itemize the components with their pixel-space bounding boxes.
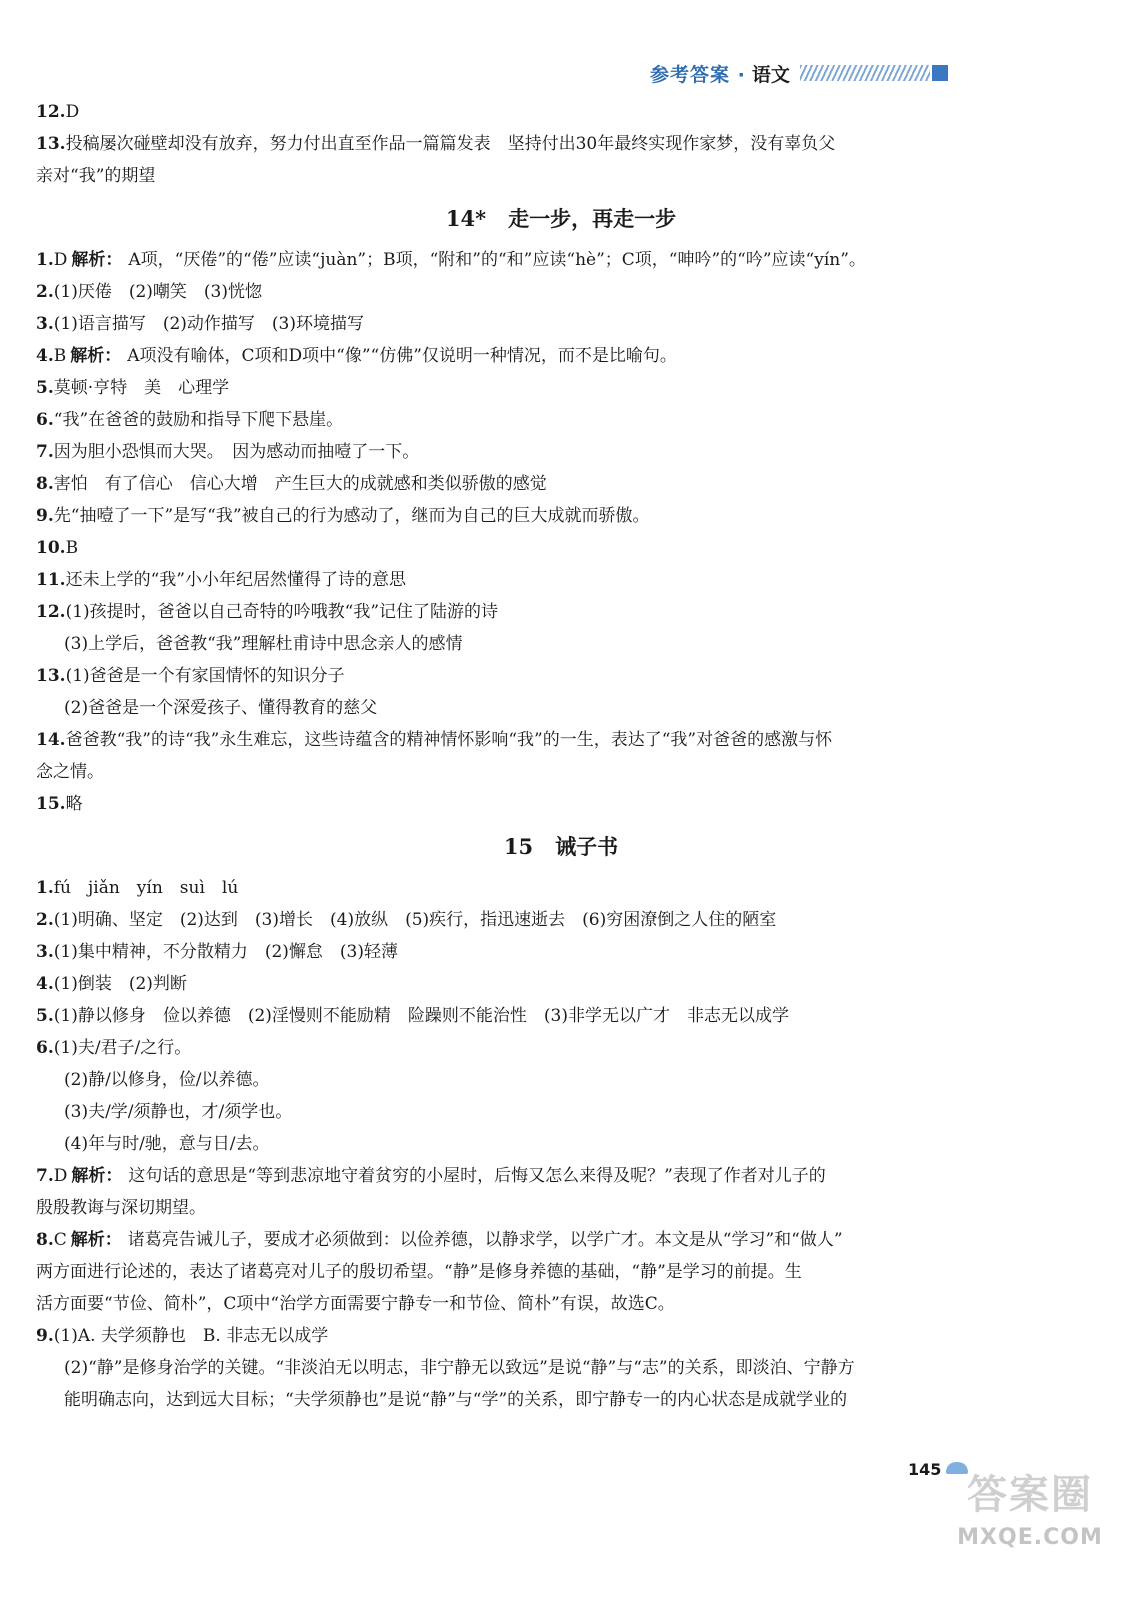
analysis-text: 这句话的意思是“等到悲凉地守着贫穷的小屋时，后悔又怎么来得及呢？”表现了作者对儿子的	[128, 1166, 826, 1186]
answer-number: 1.	[36, 878, 54, 898]
answer-text: fú jiǎn yín suì lú	[53, 878, 239, 898]
answer-line	[36, 1128, 1086, 1160]
answer-content	[36, 96, 1086, 1416]
answer-line	[36, 1032, 1086, 1064]
answer-line	[36, 1096, 1086, 1128]
answer-number: 3.	[36, 942, 54, 962]
answer-line	[36, 1160, 1086, 1192]
answer-text: D	[65, 102, 80, 122]
answer-text: (1)孩提时，爸爸以自己奇特的吟哦教“我”记住了陆游的诗	[65, 602, 499, 622]
answer-text: (1)集中精神，不分散精力 (2)懈怠 (3)轻薄	[53, 942, 398, 962]
answer-number: 3.	[36, 314, 54, 334]
header-title: 参考答案 ·	[650, 63, 746, 86]
answer-number: 12.	[36, 102, 66, 122]
analysis-text: 诸葛亮告诫儿子，要成才必须做到：以俭养德，以静求学，以学广才。本文是从“学习”和“做人”	[127, 1230, 843, 1250]
answer-text: (3)上学后，爸爸教“我”理解杜甫诗中思念亲人的感情	[64, 634, 463, 654]
answer-text: (2)静/以修身，俭/以养德。	[64, 1070, 270, 1090]
answer-number: 8.	[36, 1230, 54, 1250]
answer-line	[36, 756, 1086, 788]
answer-text: B	[65, 538, 79, 558]
answer-line	[36, 1320, 1086, 1352]
answer-text: (1)静以修身 俭以养德 (2)淫慢则不能励精 险躁则不能治性 (3)非学无以广才 非志无以成学	[53, 1006, 789, 1026]
answer-text: (1)A. 夫学须静也 B. 非志无以成学	[53, 1326, 329, 1346]
answer-text: 亲对“我”的期望	[36, 166, 156, 186]
answer-text: 两方面进行论述的，表达了诸葛亮对儿子的殷切希望。“静”是修身养德的基础，“静”是学习的前提。生	[36, 1262, 802, 1282]
answer-text: 殷殷教诲与深切期望。	[36, 1198, 206, 1218]
answer-line	[36, 276, 1086, 308]
answer-line	[36, 308, 1086, 340]
section-15-answers	[36, 872, 1086, 1416]
answer-text: 莫顿·亨特 美 心理学	[53, 378, 230, 398]
answer-text: 因为胆小恐惧而大哭。 因为感动而抽噎了一下。	[53, 442, 420, 462]
header-subject: 语文	[751, 63, 790, 86]
watermark-logo: 答案圈	[967, 1472, 1093, 1518]
answer-text: D	[53, 1166, 68, 1186]
answer-line	[36, 436, 1086, 468]
answer-line	[36, 1352, 1086, 1384]
answer-line	[36, 160, 1086, 192]
answer-line	[36, 372, 1086, 404]
answer-number: 13.	[36, 666, 66, 686]
page-header	[650, 60, 1000, 86]
answer-number: 12.	[36, 602, 66, 622]
answer-line	[36, 724, 1086, 756]
answer-number: 15.	[36, 794, 66, 814]
answer-text: (4)年与时/驰，意与日/去。	[64, 1134, 270, 1154]
answer-line	[36, 968, 1086, 1000]
answer-number: 6.	[36, 410, 54, 430]
answer-text: (2)“静”是修身治学的关键。“非淡泊无以明志，非宁静无以致远”是说“静”与“志”的关系，即淡泊、宁静方	[64, 1358, 855, 1378]
answer-text: (1)明确、坚定 (2)达到 (3)增长 (4)放纵 (5)疾行，指迅速逝去 (6)穷困潦倒之人住的陋室	[53, 910, 777, 930]
answer-text: (1)厌倦 (2)嘲笑 (3)恍惚	[53, 282, 262, 302]
analysis-text: A项没有喻体，C项和D项中“像”“仿佛”仅说明一种情况，而不是比喻句。	[127, 346, 677, 366]
answer-text: (3)夫/学/须静也，才/须学也。	[64, 1102, 293, 1122]
answer-number: 5.	[36, 378, 54, 398]
answer-text: 活方面要“节俭、简朴”，C项中“治学方面需要宁静专一和节俭、简朴”有误，故选C。	[36, 1294, 675, 1314]
header-stripes-decoration	[800, 65, 930, 81]
answer-line	[36, 628, 1086, 660]
analysis-label: 解析：	[70, 1230, 122, 1250]
answer-text: “我”在爸爸的鼓励和指导下爬下悬崖。	[53, 410, 344, 430]
answer-line	[36, 660, 1086, 692]
answer-number: 13.	[36, 134, 66, 154]
analysis-label: 解析：	[71, 250, 123, 270]
analysis-label: 解析：	[70, 346, 122, 366]
answer-text: 投稿屡次碰壁却没有放弃，努力付出直至作品一篇篇发表 坚持付出30年最终实现作家梦，没有辜负父	[65, 134, 836, 154]
watermark	[950, 1465, 1110, 1585]
answer-line	[36, 564, 1086, 596]
answer-line	[36, 1000, 1086, 1032]
section-14-title	[36, 200, 1086, 238]
answer-line	[36, 128, 1086, 160]
section-15-number: 15	[503, 834, 534, 859]
answer-line	[36, 1288, 1086, 1320]
answer-text: 能明确志向，达到远大目标；“夫学须静也”是说“静”与“学”的关系，即宁静专一的内心状态是成就学业的	[64, 1390, 848, 1410]
answer-line	[36, 1064, 1086, 1096]
answer-line	[36, 904, 1086, 936]
answer-text: C	[53, 1230, 67, 1250]
answer-number: 4.	[36, 346, 54, 366]
answer-line	[36, 340, 1086, 372]
answer-text: (1)语言描写 (2)动作描写 (3)环境描写	[53, 314, 364, 334]
watermark-url: MXQE.COM	[957, 1525, 1103, 1550]
answer-line	[36, 500, 1086, 532]
answer-number: 14.	[36, 730, 66, 750]
answer-number: 7.	[36, 1166, 54, 1186]
answer-number: 11.	[36, 570, 66, 590]
analysis-label: 解析：	[71, 1166, 123, 1186]
answer-text: 先“抽噎了一下”是写“我”被自己的行为感动了，继而为自己的巨大成就而骄傲。	[53, 506, 650, 526]
answer-line	[36, 872, 1086, 904]
answer-number: 7.	[36, 442, 54, 462]
answer-line	[36, 468, 1086, 500]
answer-text: (1)爸爸是一个有家国情怀的知识分子	[65, 666, 345, 686]
answer-number: 2.	[36, 282, 54, 302]
answer-number: 8.	[36, 474, 54, 494]
answer-line	[36, 596, 1086, 628]
answer-line	[36, 1256, 1086, 1288]
answer-text: 害怕 有了信心 信心大增 产生巨大的成就感和类似骄傲的感觉	[53, 474, 547, 494]
answer-line	[36, 1192, 1086, 1224]
section-14-number: 14*	[445, 206, 487, 231]
answer-number: 9.	[36, 506, 54, 526]
answer-text: B	[53, 346, 67, 366]
answer-number: 9.	[36, 1326, 54, 1346]
page-number: 145	[908, 1460, 942, 1479]
answer-line	[36, 244, 1086, 276]
answer-text: 还未上学的“我”小小年纪居然懂得了诗的意思	[65, 570, 406, 590]
answer-line	[36, 96, 1086, 128]
section-14-heading: 走一步，再走一步	[508, 206, 677, 231]
section-15-title	[36, 828, 1086, 866]
answer-number: 10.	[36, 538, 66, 558]
answer-number: 6.	[36, 1038, 54, 1058]
analysis-text: A项，“厌倦”的“倦”应读“juàn”；B项，“附和”的“和”应读“hè”；C项，“呻吟”的“吟”应读“yín”。	[128, 250, 866, 270]
answer-text: (1)倒装 (2)判断	[53, 974, 187, 994]
answer-number: 2.	[36, 910, 54, 930]
answer-number: 5.	[36, 1006, 54, 1026]
answer-line	[36, 404, 1086, 436]
answer-line	[36, 1384, 1086, 1416]
answer-text: D	[53, 250, 68, 270]
answer-line	[36, 692, 1086, 724]
answer-line	[36, 936, 1086, 968]
answer-text: (2)爸爸是一个深爱孩子、懂得教育的慈父	[64, 698, 378, 718]
answer-text: (1)夫/君子/之行。	[53, 1038, 192, 1058]
top-answers	[36, 96, 1086, 192]
section-15-heading: 诫子书	[555, 834, 619, 859]
answer-text: 念之情。	[36, 762, 104, 782]
section-14-answers	[36, 244, 1086, 820]
header-block-decoration	[932, 65, 948, 81]
answer-text: 略	[65, 794, 83, 814]
answer-number: 1.	[36, 250, 54, 270]
answer-line	[36, 788, 1086, 820]
answer-line	[36, 532, 1086, 564]
answer-text: 爸爸教“我”的诗“我”永生难忘，这些诗蕴含的精神情怀影响“我”的一生，表达了“我”对爸爸的感激与怀	[65, 730, 833, 750]
answer-line	[36, 1224, 1086, 1256]
answer-number: 4.	[36, 974, 54, 994]
